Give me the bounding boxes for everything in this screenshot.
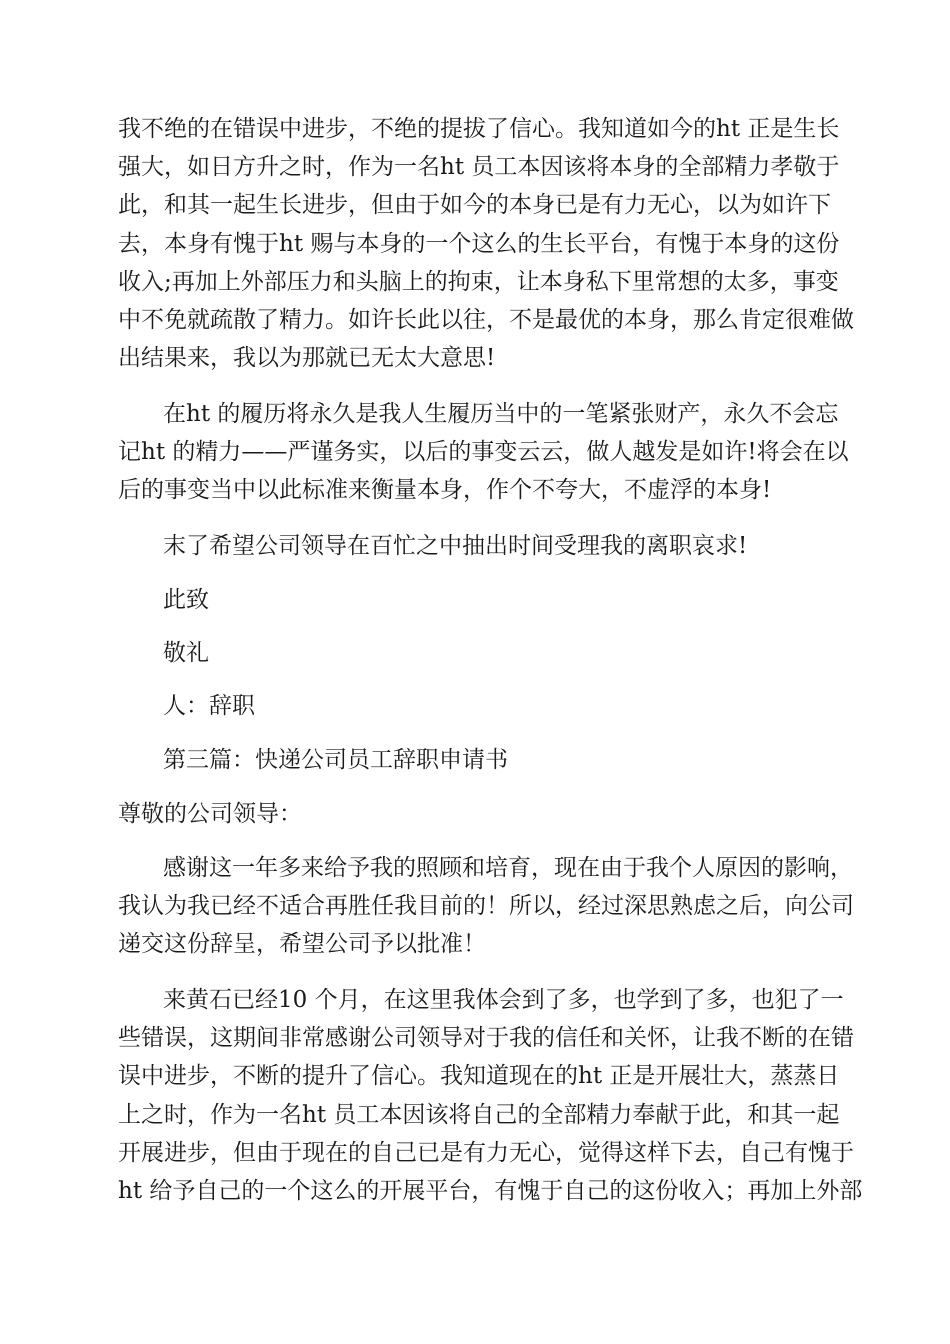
paragraph-line: 收入;再加上外部压力和头脑上的拘束，让本身私下里常想的太多，事变	[118, 269, 839, 295]
paragraph-line: 开展进步，但由于现在的自己已是有力无心，觉得这样下去，自己有愧于	[118, 1140, 854, 1166]
greeting: 尊敬的公司领导：	[118, 801, 302, 827]
paragraph-line: 误中进步，不断的提升了信心。我知道现在的ht 正是开展壮大，蒸蒸日	[118, 1063, 840, 1089]
section-heading: 第三篇：快递公司员工辞职申请书	[163, 747, 508, 773]
paragraph-line: 出结果来，我以为那就已无太大意思!	[118, 345, 496, 371]
paragraph-line: 后的事变当中以此标准来衡量本身，作个不夸大，不虚浮的本身!	[118, 477, 772, 503]
paragraph-line: 在ht 的履历将永久是我人生履历当中的一笔紧张财产，永久不会忘	[163, 401, 839, 427]
paragraph-line: 中不免就疏散了精力。如许长此以往，不是最优的本身，那么肯定很难做	[118, 307, 854, 333]
paragraph-line: 我认为我已经不适合再胜任我目前的！所以，经过深思熟虑之后，向公司	[118, 893, 854, 919]
paragraph-line: 上之时，作为一名ht 员工本因该将自己的全部精力奉献于此，和其一起	[118, 1102, 840, 1128]
paragraph-line: 递交这份辞呈，希望公司予以批准！	[118, 931, 486, 957]
paragraph-line: 强大，如日方升之时，作为一名ht 员工本因该将本身的全部精力孝敬于	[118, 154, 840, 180]
paragraph-line: 些错误，这期间非常感谢公司领导对于我的信任和关怀，让我不断的在错	[118, 1025, 854, 1051]
paragraph-line: 来黄石已经10 个月，在这里我体会到了多，也学到了多，也犯了一	[163, 987, 844, 1013]
paragraph-line: ht 给予自己的一个这么的开展平台，有愧于自己的这份收入；再加上外部	[118, 1178, 863, 1204]
paragraph-line: 我不绝的在错误中进步，不绝的提拔了信心。我知道如今的ht 正是生长	[118, 116, 840, 142]
closing-regards: 敬礼	[163, 640, 209, 666]
paragraph-line: 感谢这一年多来给予我的照顾和培育，现在由于我个人原因的影响，	[163, 855, 853, 881]
paragraph-line: 此，和其一起生长进步，但由于如今的本身已是有力无心，以为如许下	[118, 192, 831, 218]
signature-line: 人：辞职	[163, 693, 255, 719]
paragraph-line: 记ht 的精力——严谨务实，以后的事变云云，做人越发是如许!将会在以	[118, 439, 849, 465]
paragraph-line: 去，本身有愧于ht 赐与本身的一个这么的生长平台，有愧于本身的这份	[118, 231, 840, 257]
paragraph-line: 末了希望公司领导在百忙之中抽出时间受理我的离职哀求!	[163, 533, 748, 559]
closing-salutation: 此致	[163, 587, 209, 613]
